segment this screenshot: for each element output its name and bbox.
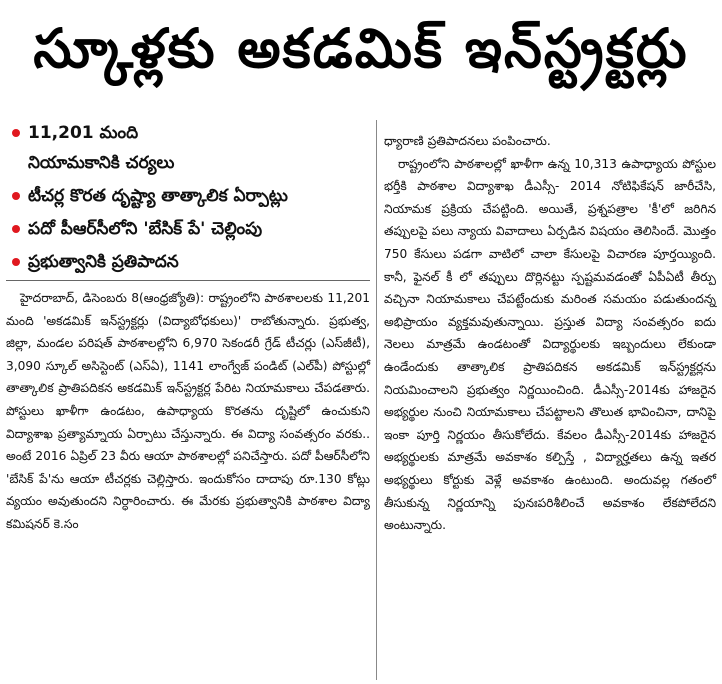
highlight-item bbox=[6, 214, 370, 244]
divider bbox=[6, 280, 370, 281]
bullet-dot-icon bbox=[12, 129, 20, 137]
article-body-left: హైదరాబాద్, డిసెంబరు 8(ఆంధ్రజ్యోతి): రాష్ట్రంలోని పాఠశాలలకు 11,201 మంది 'అకడమిక్ ఇన్‌స్ట్రక్టర్లు (విద్యాబోధకులు)' రాబోతున్నారు. ప్రభుత్వ, జిల్లా, మండల పరిషత్ పాఠశాలల్లోని 6,970 సెకండరీ గ్రేడ్ టీచర్లు (ఎస్‌జీటీ), 3,090 స్కూల్ అసిస్టెంట్ (ఎస్‌ఏ), 1141 లాంగ్వేజ్ పండిట్ (ఎల్‌పీ) పోస్టుల్లో తాత్కాలిక ప్రాతిపదికన అకడమిక్ ఇన్‌స్ట్రక్టర్ల పేరిట నియామకాలు చేపడతారు. పోస్టులు ఖాళీగా ఉండటం, ఉపాధ్యాయ కొరతను దృష్టిలో ఉంచుకుని విద్యాశాఖ ప్రత్యామ్నాయ ఏర్పాటు చేస్తున్నారు. ఈ విద్యా సంవత్సరం వరకు.. అంటే 2016 ఏప్రిల్ 23 వీరు ఆయా పాఠశాలల్లో పనిచేస్తారు. పదో పీఆర్‌సీలోని 'బేసిక్ పే'ను ఆయా టీచర్లకు చెల్లిస్తారు. ఇందుకోసం దాదాపు రూ.130 కోట్లు వ్యయం అవుతుందని నిర్ధారించారు. ఈ మేరకు ప్రభుత్వానికి పాఠశాల విద్యా కమిషనర్ కె.సం bbox=[6, 291, 370, 531]
highlight-item bbox=[6, 118, 370, 178]
right-column bbox=[384, 130, 716, 537]
bullet-dot-icon bbox=[12, 225, 20, 233]
article-body-right: రాష్ట్రంలోని పాఠశాలల్లో ఖాళీగా ఉన్న 10,313 ఉపాధ్యాయ పోస్టుల భర్తీకి పాఠశాల విద్యాశాఖ డీఎస్సీ- 2014 నోటిఫికేషన్ జారీచేసి, నియామక ప్రక్రియ చేపట్టింది. అయితే, ప్రశ్నపత్రాల 'కీ'లో జరిగిన తప్పులపై పలు న్యాయ వివాదాలు ఏర్పడిన విషయం తెలిసిందే. మొత్తం 750 కేసులు పడగా వాటిలో చాలా కేసులపై విచారణ పూర్తయ్యింది. కానీ, ఫైనల్ కీ లో తప్పులు దొర్లినట్టు స్పష్టమవడంతో ఏపీఏటీ తీర్పు వచ్చినా నియామకాలు చేపట్టేందుకు మరింత సమయం పడుతుందన్న అభిప్రాయం వ్యక్తమవుతున్నాయి. ప్రస్తుత విద్యా సంవత్సరం ఐదు నెలలు మాత్రమే ఉండటంతో విద్యార్థులకు ఇబ్బందులు లేకుండా ఉండేందుకు తాత్కాలిక ప్రాతిపదికన అకడమిక్ ఇన్‌స్ట్రక్టర్లను నియమించాలని ప్రభుత్వం నిర్ణయించింది. డీఎస్సీ-2014కు హాజరైన అభ్యర్థుల నుంచి నియామకాలు చేపట్టాలని తొలుత భావించినా, దానిపై ఇంకా పూర్తి నిర్ణయం తీసుకోలేదు. కేవలం డీఎస్సీ-2014కు హాజరైన అభ్యర్థులకు మాత్రమే అవకాశం కల్పిస్తే , విద్యార్హతలు ఉన్న ఇతర అభ్యర్థులు కోర్టుకు వెళ్లే అవకాశం ఉంటుంది. అందువల్ల గతంలో తీసుకున్న నిర్ణయాన్ని పునఃపరిశీలించే అవకాశం లేకపోలేదని అంటున్నారు. bbox=[384, 156, 716, 533]
bullet-dot-icon bbox=[12, 192, 20, 200]
highlight-line: పదో పీఆర్‌సీలోని 'బేసిక్ పే' చెల్లింపు bbox=[28, 219, 263, 239]
highlights-list bbox=[6, 118, 370, 277]
headline: స్కూళ్లకు అకడమిక్ ఇన్‌స్ట్రక్టర్లు bbox=[33, 16, 689, 80]
highlight-line: 11,201 మంది bbox=[28, 123, 139, 143]
highlight-line: టీచర్ల కొరత దృష్ట్యా తాత్కాలిక ఏర్పాట్లు bbox=[28, 186, 288, 206]
article-body-right-continued: ధ్యారాణి ప్రతిపాదనలు పంపించారు. bbox=[384, 134, 551, 148]
highlight-line: ప్రభుత్వానికి ప్రతిపాదన bbox=[28, 252, 179, 272]
column-divider bbox=[376, 120, 377, 680]
highlight-item bbox=[6, 247, 370, 277]
highlight-line: నియామకానికి చర్యలు bbox=[28, 153, 175, 173]
bullet-dot-icon bbox=[12, 258, 20, 266]
highlight-item bbox=[6, 181, 370, 211]
left-column bbox=[6, 118, 370, 536]
